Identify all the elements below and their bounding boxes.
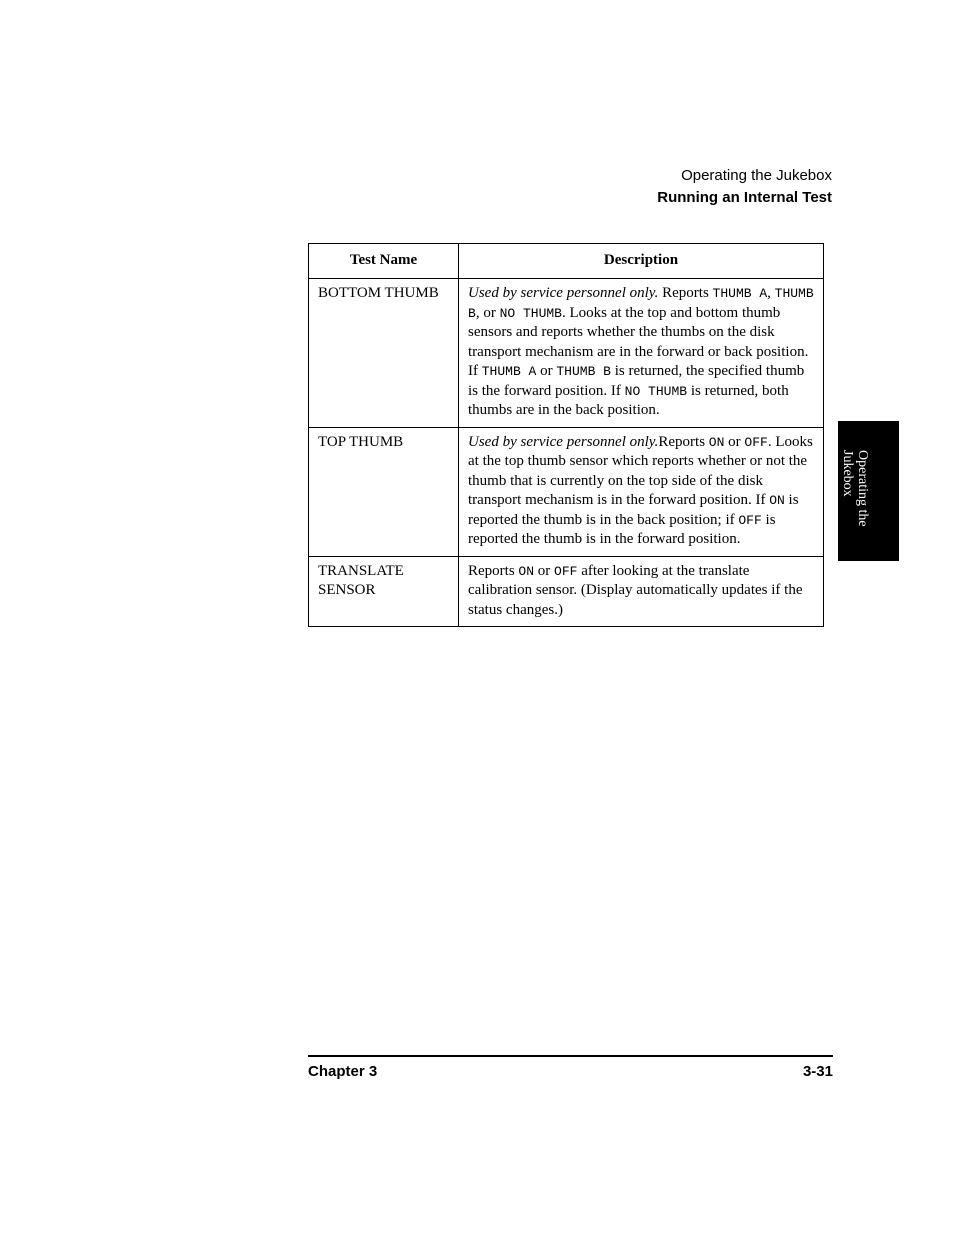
table-row (309, 279, 824, 428)
table-row (309, 556, 824, 627)
side-tab-line-2: Jukebox (840, 450, 855, 497)
description-segment: , (767, 285, 775, 301)
test-description-cell (459, 556, 824, 627)
description-segment: after looking at the translate calibration sensor. (Display automatically updates if the status changes.) (468, 562, 803, 618)
description-segment: Used by service personnel only. (468, 285, 659, 301)
description-segment: OFF (744, 434, 768, 450)
footer-chapter: Chapter 3 (308, 1063, 378, 1080)
description-segment: is reported the thumb is in the forward position. (468, 511, 776, 547)
column-header-description: Description (459, 244, 824, 279)
description-segment: is returned, the specified thumb is the forward position. If (468, 363, 805, 399)
table-header-row (309, 244, 824, 279)
test-description-cell (459, 427, 824, 556)
side-tab-label (840, 450, 870, 560)
description-segment: OFF (554, 563, 578, 579)
column-header-test-name: Test Name (309, 244, 459, 279)
test-name-cell: TRANSLATE SENSOR (309, 556, 459, 627)
footer-rule (308, 1055, 833, 1057)
table-row (309, 427, 824, 556)
description-segment: Used by service personnel only. (468, 433, 659, 450)
description-segment: NO THUMB (499, 305, 562, 321)
running-header (657, 165, 832, 209)
description-segment: Reports (468, 562, 519, 579)
side-tab-line-1: Operating the (855, 450, 870, 527)
description-segment: ON (518, 563, 535, 579)
description-segment: THUMB A (481, 364, 537, 379)
test-name-cell: BOTTOM THUMB (309, 279, 459, 428)
description-segment: Reports (658, 433, 709, 450)
description-segment: . Looks at the top thumb sensor which reports whether or not the thumb that is currently on the top side of the disk transport mechanism is in the forward position. If (468, 433, 813, 508)
page-footer (308, 1063, 833, 1080)
description-segment: NO THUMB (624, 383, 688, 399)
header-chapter-title: Operating the Jukebox (681, 167, 832, 184)
description-segment: OFF (738, 512, 762, 528)
description-segment: , or (475, 304, 500, 321)
chapter-side-tab (838, 421, 899, 561)
description-segment: Reports (658, 285, 713, 301)
description-segment: or (534, 562, 555, 579)
test-description-cell (459, 279, 824, 428)
description-segment: THUMB A (712, 286, 768, 301)
description-segment: ON (769, 493, 785, 508)
description-segment: . Looks at the top and bottom thumb sensors and reports whether the thumbs on the disk transport mechanism are in the forward or back position. If (468, 304, 809, 379)
description-segment: is reported the thumb is in the back position; if (468, 492, 799, 528)
description-segment: or (724, 433, 745, 450)
description-segment: THUMB B (468, 286, 814, 321)
description-segment: ON (708, 434, 725, 450)
description-segment: is returned, both thumbs are in the back position. (468, 382, 789, 418)
header-section-title: Running an Internal Test (657, 189, 832, 206)
description-segment: or (536, 363, 557, 379)
test-name-cell: TOP THUMB (309, 427, 459, 556)
footer-page-number: 3-31 (802, 1063, 833, 1080)
internal-tests-table (308, 243, 824, 627)
description-segment: THUMB B (556, 364, 611, 379)
